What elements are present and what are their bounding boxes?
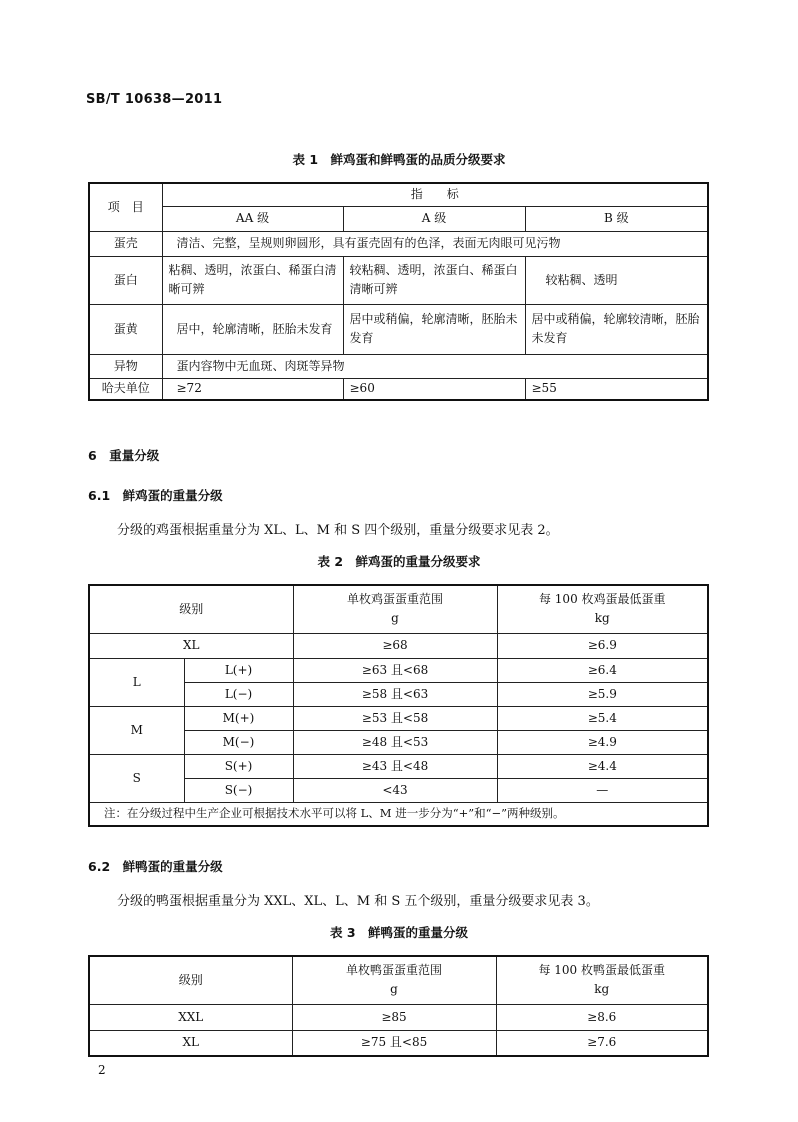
table2-mplus-min: ≥5.4 xyxy=(497,706,708,730)
table1-header-index: 指 标 xyxy=(162,183,708,206)
section-6-1-title: 6.1 鲜鸡蛋的重量分级 xyxy=(88,488,223,503)
table3-header-grade: 级别 xyxy=(89,956,292,1004)
table2-lminus-grade: L(−) xyxy=(184,682,293,706)
table2-header-range-unit: g xyxy=(391,611,399,626)
table1-row-foreign-value: 蛋内容物中无血斑、肉斑等异物 xyxy=(162,354,708,378)
table2-header-min xyxy=(497,585,708,633)
section-6-1-text: 分级的鸡蛋根据重量分为 XL、L、M 和 S 四个级别，重量分级要求见表 2。 xyxy=(117,523,559,538)
table3 xyxy=(88,955,709,1057)
table1-grade-aa: AA 级 xyxy=(162,206,343,231)
table2-splus-grade: S(+) xyxy=(184,754,293,778)
table1-row-yolk-a: 居中或稍偏，轮廓清晰，胚胎未发育 xyxy=(343,304,525,354)
table2-splus-min: ≥4.4 xyxy=(497,754,708,778)
table1-row-haugh-b: ≥55 xyxy=(525,378,708,400)
table1-header-item: 项 目 xyxy=(89,183,162,231)
section-6-title: 6 重量分级 xyxy=(88,448,160,463)
page-number: 2 xyxy=(98,1063,106,1077)
table2-header-min-unit: kg xyxy=(594,611,610,626)
table1-row-haugh-aa: ≥72 xyxy=(162,378,343,400)
table3-row-xxl-grade: XXL xyxy=(89,1004,292,1030)
table3-header-range xyxy=(292,956,496,1004)
section-6-2-title: 6.2 鲜鸭蛋的重量分级 xyxy=(88,859,223,874)
table2-xl-grade: XL xyxy=(89,633,293,658)
table1-row-yolk-name: 蛋黄 xyxy=(89,304,162,354)
table2-lminus-range: ≥58 且<63 xyxy=(293,682,497,706)
table1-row-yolk-aa: 居中，轮廓清晰，胚胎未发育 xyxy=(162,304,343,354)
table2-s-grade: S xyxy=(89,754,184,802)
table1-row-haugh-name: 哈夫单位 xyxy=(89,378,162,400)
table2-mminus-min: ≥4.9 xyxy=(497,730,708,754)
table2-sminus-min: — xyxy=(497,778,708,802)
table1-row-shell-value: 清洁、完整，呈规则卵圆形，具有蛋壳固有的色泽，表面无肉眼可见污物 xyxy=(162,231,708,256)
table2-xl-min: ≥6.9 xyxy=(497,633,708,658)
table2-lplus-min: ≥6.4 xyxy=(497,658,708,682)
table3-header-min-label: 每 100 枚鸭蛋最低蛋重 xyxy=(538,963,666,978)
table3-caption: 表 3 鲜鸭蛋的重量分级 xyxy=(329,925,469,940)
table1-row-white-name: 蛋白 xyxy=(89,256,162,304)
table1-row-white-a: 较粘稠、透明，浓蛋白、稀蛋白清晰可辨 xyxy=(343,256,525,304)
table3-row-xl-grade: XL xyxy=(89,1030,292,1056)
table1-row-white-b: 较粘稠、透明 xyxy=(525,256,708,304)
standard-number: SB/T 10638—2011 xyxy=(86,92,223,107)
table3-row-xxl-min: ≥8.6 xyxy=(496,1004,708,1030)
table3-row-xl-range: ≥75 且<85 xyxy=(292,1030,496,1056)
table3-header-min xyxy=(496,956,708,1004)
table2-lplus-range: ≥63 且<68 xyxy=(293,658,497,682)
table1-grade-b: B 级 xyxy=(525,206,708,231)
table2-header-range xyxy=(293,585,497,633)
table2-header-min-label: 每 100 枚鸡蛋最低蛋重 xyxy=(538,592,666,607)
table2-lminus-min: ≥5.9 xyxy=(497,682,708,706)
table1-row-foreign-name: 异物 xyxy=(89,354,162,378)
table3-row-xxl-range: ≥85 xyxy=(292,1004,496,1030)
table3-row-xl-min: ≥7.6 xyxy=(496,1030,708,1056)
table2-mminus-range: ≥48 且<53 xyxy=(293,730,497,754)
table2-mplus-range: ≥53 且<58 xyxy=(293,706,497,730)
table2-mplus-grade: M(+) xyxy=(184,706,293,730)
section-6-2-text: 分级的鸭蛋根据重量分为 XXL、XL、L、M 和 S 五个级别，重量分级要求见表 3。 xyxy=(117,894,599,909)
table1-grade-a: A 级 xyxy=(343,206,525,231)
table2-lplus-grade: L(+) xyxy=(184,658,293,682)
table2 xyxy=(88,584,709,827)
table2-header-grade: 级别 xyxy=(89,585,293,633)
table2-mminus-grade: M(−) xyxy=(184,730,293,754)
table2-header-range-label: 单枚鸡蛋蛋重范围 xyxy=(347,592,444,607)
table2-note: 注：在分级过程中生产企业可根据技术水平可以将 L、M 进一步分为“+”和“−”两种级别。 xyxy=(89,802,708,826)
table1-row-yolk-b: 居中或稍偏，轮廓较清晰，胚胎未发育 xyxy=(525,304,708,354)
table3-header-min-unit: kg xyxy=(594,982,610,997)
table3-header-range-label: 单枚鸭蛋蛋重范围 xyxy=(345,963,442,978)
table2-sminus-grade: S(−) xyxy=(184,778,293,802)
table2-splus-range: ≥43 且<48 xyxy=(293,754,497,778)
table1-row-white-aa: 粘稠、透明，浓蛋白、稀蛋白清晰可辨 xyxy=(162,256,343,304)
table3-header-range-unit: g xyxy=(390,982,398,997)
table1 xyxy=(88,182,709,401)
table1-row-shell-name: 蛋壳 xyxy=(89,231,162,256)
table1-row-haugh-a: ≥60 xyxy=(343,378,525,400)
table2-l-grade: L xyxy=(89,658,184,706)
table2-caption: 表 2 鲜鸡蛋的重量分级要求 xyxy=(317,554,481,569)
table2-xl-range: ≥68 xyxy=(293,633,497,658)
table2-m-grade: M xyxy=(89,706,184,754)
table2-sminus-range: <43 xyxy=(293,778,497,802)
table1-caption: 表 1 鲜鸡蛋和鲜鸭蛋的品质分级要求 xyxy=(292,152,506,167)
